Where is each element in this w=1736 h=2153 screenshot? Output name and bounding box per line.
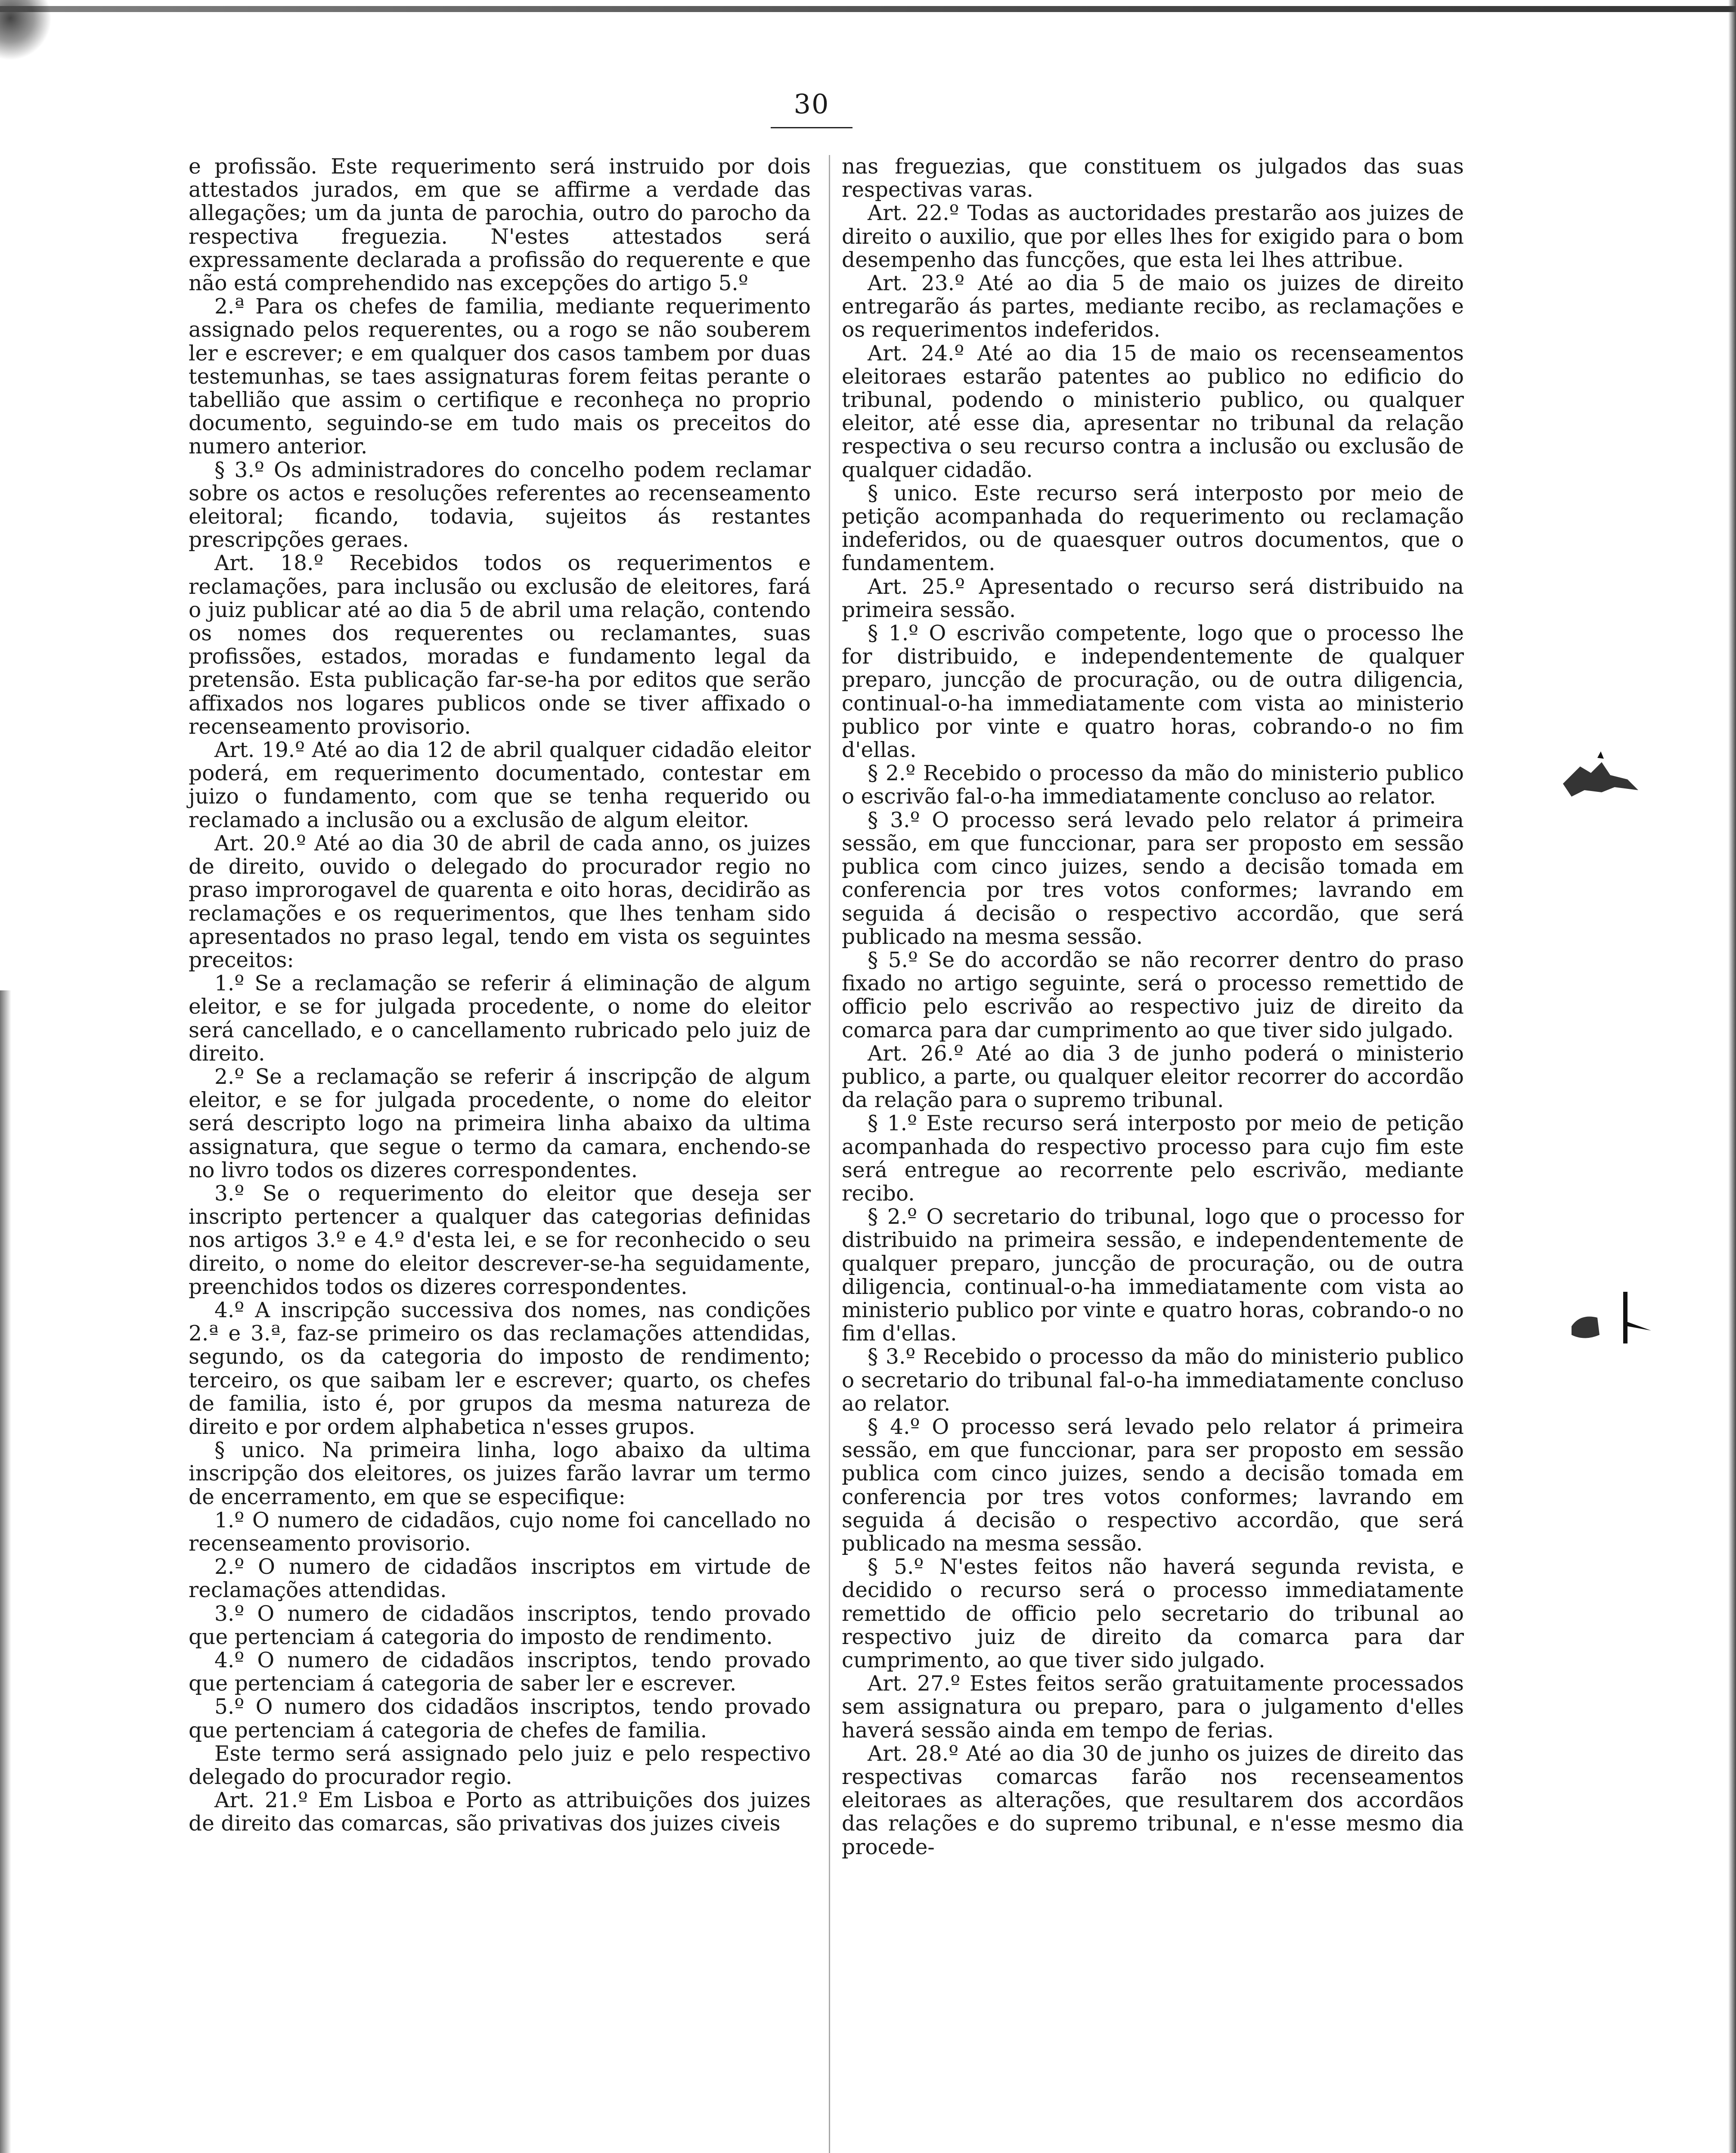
paragraph: 3.º Se o requerimento do eleitor que deseja ser inscripto pertencer a qualquer das categorias definidas nos artigos 3.º e 4.º d'esta lei, e se for reconhecido o seu direito, o nome do eleitor descrever-se-ha seguidamente, preenchidos todos os dizeres correspondentes.: [189, 1181, 811, 1299]
paragraph: § 3.º Os administradores do concelho podem reclamar sobre os actos e resoluções referentes ao recenseamento eleitoral; ficando, todavia, sujeitos ás restantes prescripções geraes.: [189, 458, 811, 552]
paragraph: Art. 25.º Apresentado o recurso será distribuido na primeira sessão.: [842, 574, 1464, 622]
paragraph: 4.º O numero de cidadãos inscriptos, tendo provado que pertenciam á categoria de saber ler e escrever.: [189, 1648, 811, 1696]
paragraph: 2.º Se a reclamação se referir á inscripção de algum eleitor, e se for julgada procedente, o nome do eleitor será descripto logo na primeira linha abaixo da ultima assignatura, que segue o termo da camara, enchendo-se no livro todos os dizeres correspondentes.: [189, 1064, 811, 1182]
paragraph: § 4.º O processo será levado pelo relator á primeira sessão, em que funccionar, para ser proposto em sessão publica com cinco juizes, sendo a decisão tomada em conferencia por tres votos conformes; lavrando em seguida á decisão o respectivo accordão, que será publicado na mesma sessão.: [842, 1415, 1464, 1556]
column-divider: [829, 155, 830, 2153]
paragraph: Art. 28.º Até ao dia 30 de junho os juizes de direito das respectivas comarcas farão nos recenseamentos eleitoraes as alterações, que resultarem dos accordãos das relações e do supremo tribunal, e n'esse mesmo dia procede-: [842, 1741, 1464, 1859]
scan-right-edge-shadow: [1728, 0, 1736, 2153]
paragraph: Art. 24.º Até ao dia 15 de maio os recenseamentos eleitoraes estarão patentes ao publico no edificio do tribunal, podendo o ministerio publico, ou qualquer eleitor, até esse dia, apresentar no tribunal da relação respectiva o seu recurso contra a inclusão ou exclusão de qualquer cidadão.: [842, 341, 1464, 482]
page-number-rule: [771, 127, 852, 128]
paragraph: 4.º A inscripção successiva dos nomes, nas condições 2.ª e 3.ª, faz-se primeiro os das reclamações attendidas, segundo, os da categoria do imposto de rendimento; terceiro, os que saibam ler e escrever; quarto, os chefes de familia, isto é, por grupos da mesma natureza de direito e por ordem alphabetica n'esses grupos.: [189, 1298, 811, 1439]
scan-corner-shadow: [0, 0, 52, 60]
paragraph: 5.º O numero dos cidadãos inscriptos, tendo provado que pertenciam á categoria de chefes de familia.: [189, 1695, 811, 1743]
paragraph: Art. 21.º Em Lisboa e Porto as attribuições dos juizes de direito das comarcas, são privativas dos juizes civeis: [189, 1788, 811, 1836]
page-number: 30: [794, 88, 830, 120]
paragraph: § unico. Na primeira linha, logo abaixo da ultima inscripção dos eleitores, os juizes farão lavrar um termo de encerramento, em que se especifique:: [189, 1438, 811, 1509]
paragraph: Art. 18.º Recebidos todos os requerimentos e reclamações, para inclusão ou exclusão de eleitores, fará o juiz publicar até ao dia 5 de abril uma relação, contendo os nomes dos requerentes ou reclamantes, suas profissões, estados, moradas e fundamento legal da pretensão. Esta publicação far-se-ha por editos que serão affixados nos logares publicos onde se tiver affixado o recenseamento provisorio.: [189, 551, 811, 739]
paragraph: Este termo será assignado pelo juiz e pelo respectivo delegado do procurador regio.: [189, 1741, 811, 1790]
paragraph: 2.º O numero de cidadãos inscriptos em virtude de reclamações attendidas.: [189, 1555, 811, 1603]
paragraph: § 3.º Recebido o processo da mão do ministerio publico o secretario do tribunal fal-o-ha immediatamente concluso ao relator.: [842, 1345, 1464, 1416]
scan-left-edge-shadow: [0, 990, 11, 2153]
paragraph: § 5.º N'estes feitos não haverá segunda revista, e decidido o recurso será o processo immediatamente remettido de officio pelo secretario do tribunal ao respectivo juiz de direito da comarca para dar cumprimento, ao que tiver sido julgado.: [842, 1555, 1464, 1672]
right-column: [842, 155, 1464, 1859]
left-column: [189, 155, 811, 1836]
paragraph: § 2.º Recebido o processo da mão do ministerio publico o escrivão fal-o-ha immediatamente concluso ao relator.: [842, 761, 1464, 809]
paragraph: Art. 23.º Até ao dia 5 de maio os juizes de direito entregarão ás partes, mediante recibo, as reclamações e os requerimentos indeferidos.: [842, 271, 1464, 342]
paragraph: § 1.º Este recurso será interposto por meio de petição acompanhada do respectivo processo para cujo fim este será entregue ao recorrente pelo escrivão, mediante recibo.: [842, 1111, 1464, 1206]
paragraph: 1.º Se a reclamação se referir á eliminação de algum eleitor, e se for julgada procedente, o nome do eleitor será cancellado, e o cancellamento rubricado pelo juiz de direito.: [189, 971, 811, 1066]
paragraph: 1.º O numero de cidadãos, cujo nome foi cancellado no recenseamento provisorio.: [189, 1508, 811, 1556]
paragraph: § 5.º Se do accordão se não recorrer dentro do praso fixado no artigo seguinte, será o processo remettido de officio pelo escrivão ao respectivo juiz de direito da comarca para dar cumprimento ao que tiver sido julgado.: [842, 948, 1464, 1042]
paragraph: 3.º O numero de cidadãos inscriptos, tendo provado que pertenciam á categoria do imposto de rendimento.: [189, 1601, 811, 1649]
ink-blot-mark-icon: [1550, 749, 1645, 810]
paragraph: e profissão. Este requerimento será instruido por dois attestados jurados, em que se affirme a verdade das allegações; um da junta de parochia, outro do parocho da respectiva freguezia. N'estes attestados será expressamente declarada a profissão do requerente e que não está comprehendido nas excepções do artigo 5.º: [189, 155, 811, 296]
paragraph: Art. 19.º Até ao dia 12 de abril qualquer cidadão eleitor poderá, em requerimento documentado, contestar em juizo o fundamento, com que se tenha requerido ou reclamado a inclusão ou a exclusão de algum eleitor.: [189, 738, 811, 832]
paragraph: Art. 26.º Até ao dia 3 de junho poderá o ministerio publico, a parte, ou qualquer eleitor recorrer do accordão da relação para o supremo tribunal.: [842, 1041, 1464, 1113]
scan-top-rule: [0, 6, 1736, 12]
paragraph: Art. 20.º Até ao dia 30 de abril de cada anno, os juizes de direito, ouvido o delegado do procurador regio no praso improrogavel de quarenta e oito horas, decidirão as reclamações e os requerimentos, que lhes tenham sido apresentados no praso legal, tendo em vista os seguintes preceitos:: [189, 831, 811, 972]
paragraph: Art. 22.º Todas as auctoridades prestarão aos juizes de direito o auxilio, que por elles lhes for exigido para o bom desempenho das funcções, que esta lei lhes attribue.: [842, 201, 1464, 272]
paragraph: § 3.º O processo será levado pelo relator á primeira sessão, em que funccionar, para ser proposto em sessão publica com cinco juizes, sendo a decisão tomada em conferencia por tres votos conformes; lavrando em seguida á decisão o respectivo accordão, que será publicado na mesma sessão.: [842, 808, 1464, 949]
paragraph: § unico. Este recurso será interposto por meio de petição acompanhada do requerimento ou reclamação indeferidos, ou de quaesquer outros documentos, que o fundamentem.: [842, 481, 1464, 576]
paragraph: Art. 27.º Estes feitos serão gratuitamente processados sem assignatura ou preparo, para o julgamento d'elles haverá sessão ainda em tempo de ferias.: [842, 1672, 1464, 1743]
paragraph: 2.ª Para os chefes de familia, mediante requerimento assignado pelos requerentes, ou a rogo se não souberem ler e escrever; e em qualquer dos casos tambem por duas testemunhas, se taes assignaturas forem feitas perante o tabellião que assim o certifique e reconheça no proprio documento, seguindo-se em tudo mais os preceitos do numero anterior.: [189, 295, 811, 459]
paragraph: nas freguezias, que constituem os julgados das suas respectivas varas.: [842, 155, 1464, 202]
ink-blot-mark-2-icon: [1563, 1283, 1658, 1361]
paragraph: § 2.º O secretario do tribunal, logo que o processo for distribuido na primeira sessão, e independentemente de qualquer preparo, juncção de procuração, ou de outra diligencia, continual-o-ha immediatamente com vista ao ministerio publico por vinte e quatro horas, cobrando-o no fim d'ellas.: [842, 1205, 1464, 1346]
paragraph: § 1.º O escrivão competente, logo que o processo lhe for distribuido, e independentemente de qualquer preparo, juncção de procuração, ou de outra diligencia, continual-o-ha immediatamente com vista ao ministerio publico por vinte e quatro horas, cobrando-o no fim d'ellas.: [842, 621, 1464, 763]
